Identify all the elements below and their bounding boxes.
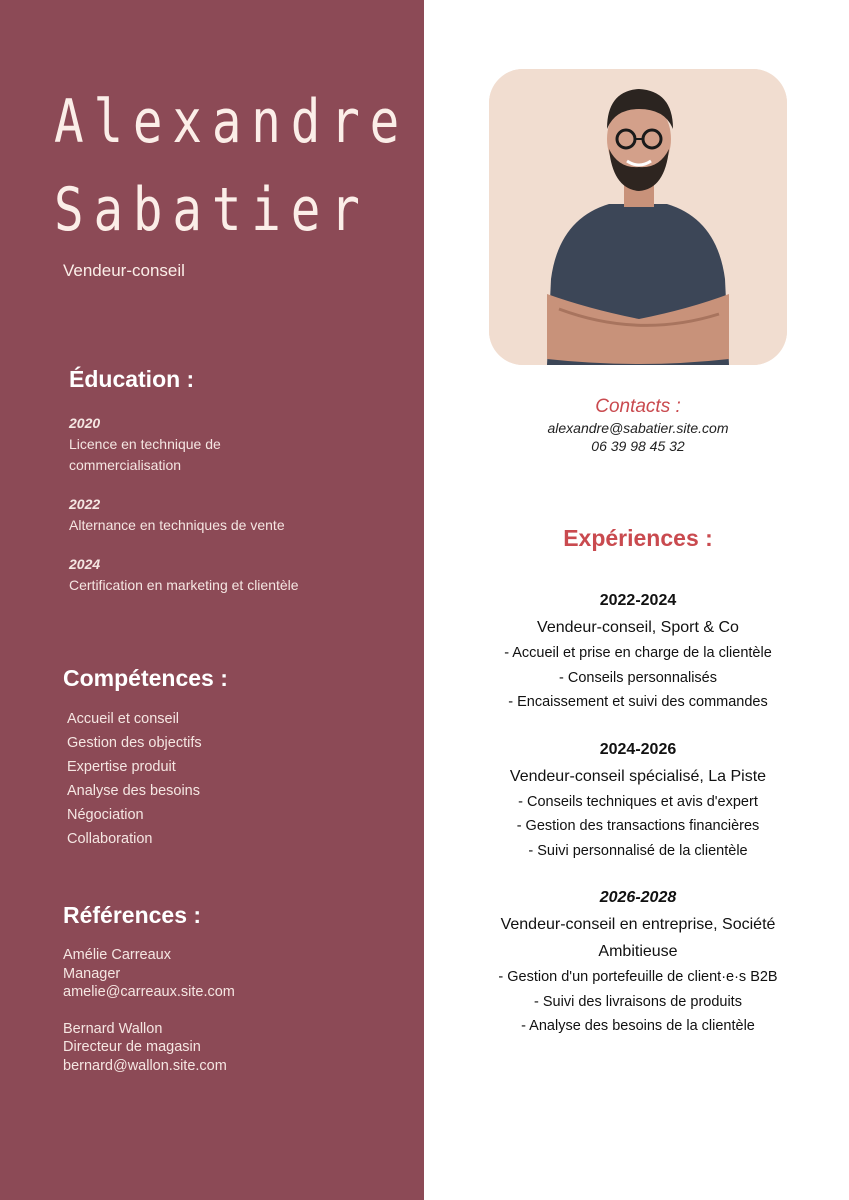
experience-item [470,588,806,715]
contact-phone[interactable]: 06 39 98 45 32 [591,438,685,454]
profile-photo [489,69,787,365]
experience-task: - Accueil et prise en charge de la clientèle [504,645,772,661]
reference-email: amelie@carreaux.site.com [63,984,235,1000]
reference-item [63,1020,235,1076]
experience-task: - Encaissement et suivi des commandes [508,694,768,710]
last-name: Sabatier [54,175,370,245]
experience-period: 2024-2026 [599,740,677,758]
job-title: Vendeur-conseil [63,261,185,280]
experience-item [470,737,806,864]
education-label: Licence en technique de commercialisation [69,436,221,473]
skill-item: Gestion des objectifs [67,735,202,751]
education-heading: Éducation : [69,366,195,392]
reference-item [63,946,235,1002]
experience-task: - Gestion d'un portefeuille de client·e·s B2B [498,969,778,985]
references-list [63,946,235,1093]
experience-period: 2022-2024 [599,592,677,609]
reference-role: Manager [63,965,121,982]
sidebar [0,0,424,1200]
education-label: Certification en marketing et clientèle [69,577,299,593]
education-year: 2024 [69,556,101,572]
reference-email: bernard@wallon.site.com [63,1057,227,1074]
education-item [69,413,399,476]
reference-role: Directeur de magasin [63,1039,201,1055]
education-year: 2020 [69,415,101,431]
references-heading: Références : [63,902,202,928]
experiences-heading: Expériences : [563,525,713,551]
experience-task: - Gestion des transactions financières [516,818,760,834]
education-list [69,413,399,614]
skill-item: Négociation [67,807,144,823]
education-item [69,494,399,536]
education-year: 2022 [69,496,101,512]
experience-task: - Suivi personnalisé de la clientèle [528,842,748,859]
experience-task: - Conseils techniques et avis d'expert [518,793,758,810]
contact-email[interactable]: alexandre@sabatier.site.com [547,420,729,436]
experience-period: 2026-2028 [599,889,677,906]
portrait-illustration [489,69,787,365]
reference-name: Amélie Carreaux [63,947,171,963]
experiences-list [470,588,806,1061]
experience-task: - Analyse des besoins de la clientèle [521,1018,755,1034]
experience-task: - Conseils personnalisés [559,669,717,686]
experience-item [470,885,806,1039]
skill-item: Accueil et conseil [67,711,180,727]
skill-item: Collaboration [67,831,153,847]
experience-role: Vendeur-conseil spécialisé, La Piste [509,767,767,785]
education-item [69,554,399,596]
contacts-heading: Contacts : [595,396,681,417]
contacts-block [488,395,788,455]
skill-item: Analyse des besoins [67,783,200,799]
experience-role: Vendeur-conseil, Sport & Co [537,619,739,636]
skills-heading: Compétences : [63,665,228,691]
skills-list [67,707,202,851]
reference-name: Bernard Wallon [63,1020,163,1037]
education-label: Alternance en techniques de vente [69,517,285,533]
skill-item: Expertise produit [67,759,176,775]
first-name: Alexandre [54,87,410,157]
experience-task: - Suivi des livraisons de produits [534,993,742,1010]
experience-role: Vendeur-conseil en entreprise, Société Ambitieuse [500,916,776,960]
